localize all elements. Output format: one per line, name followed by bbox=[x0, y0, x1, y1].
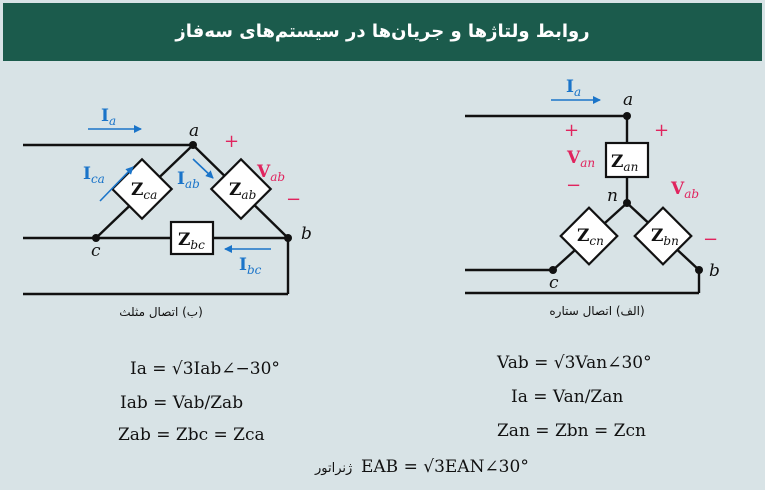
star-label-b: b bbox=[709, 261, 720, 281]
star-van-minus: − bbox=[566, 175, 582, 196]
star-ia-label: $I_a$ bbox=[566, 77, 582, 99]
star-vab-label: $V_{ab}$ bbox=[671, 179, 700, 201]
star-circuit bbox=[465, 116, 699, 293]
circuit-diagrams bbox=[3, 63, 762, 486]
delta-iab-label: $I_{ab}$ bbox=[177, 169, 200, 191]
star-zbn-label: $Z_{bn}$ bbox=[651, 226, 679, 248]
star-node-a bbox=[623, 112, 631, 120]
delta-zca-label: $Z_{ca}$ bbox=[131, 180, 158, 202]
delta-node-b bbox=[284, 234, 292, 242]
star-vab-minus: − bbox=[703, 229, 719, 250]
star-caption: (الف) اتصال ستاره bbox=[549, 304, 645, 318]
header-bar bbox=[3, 3, 762, 61]
star-van-plus: + bbox=[564, 120, 580, 141]
delta-node-a bbox=[189, 141, 197, 149]
star-node-n bbox=[623, 199, 631, 207]
delta-eq-2: Iab = Vab/Zab bbox=[120, 393, 244, 413]
star-label-n: n bbox=[607, 186, 618, 206]
generator-eq: EAB = √3EAN∠30° bbox=[361, 457, 529, 477]
star-vab-plus: + bbox=[654, 120, 670, 141]
page-title: روابط ولتاژها و جریان‌ها در سیستم‌های سه‌فاز bbox=[175, 21, 590, 42]
generator-label: ژنراتور bbox=[315, 461, 353, 476]
delta-ia-label: $I_a$ bbox=[101, 106, 117, 128]
delta-vab-plus: + bbox=[224, 131, 240, 152]
delta-caption: (ب) اتصال مثلث bbox=[119, 305, 203, 319]
star-zcn-label: $Z_{cn}$ bbox=[577, 226, 604, 248]
delta-eq-1: Ia = √3Iab∠−30° bbox=[130, 359, 280, 379]
delta-zbc-label: $Z_{bc}$ bbox=[178, 230, 205, 252]
diagram-panel bbox=[3, 63, 762, 486]
delta-vab-label: $V_{ab}$ bbox=[257, 162, 286, 184]
star-label-a: a bbox=[623, 90, 634, 110]
star-label-c: c bbox=[549, 273, 559, 293]
delta-ibc-label: $I_{bc}$ bbox=[239, 255, 262, 277]
delta-zab-label: $Z_{ab}$ bbox=[229, 180, 257, 202]
star-zan-label: $Z_{an}$ bbox=[611, 152, 639, 174]
star-eq-1: Vab = √3Van∠30° bbox=[497, 353, 652, 373]
delta-label-c: c bbox=[91, 241, 101, 261]
star-eq-2: Ia = Van/Zan bbox=[511, 387, 624, 407]
star-van-label: $V_{an}$ bbox=[567, 148, 596, 170]
delta-label-b: b bbox=[301, 224, 312, 244]
delta-eq-3: Zab = Zbc = Zca bbox=[118, 425, 265, 445]
star-node-b bbox=[695, 266, 703, 274]
delta-vab-minus: − bbox=[286, 189, 302, 210]
delta-ica-label: $I_{ca}$ bbox=[83, 164, 105, 186]
star-eq-3: Zan = Zbn = Zcn bbox=[497, 421, 646, 441]
delta-label-a: a bbox=[189, 121, 200, 141]
